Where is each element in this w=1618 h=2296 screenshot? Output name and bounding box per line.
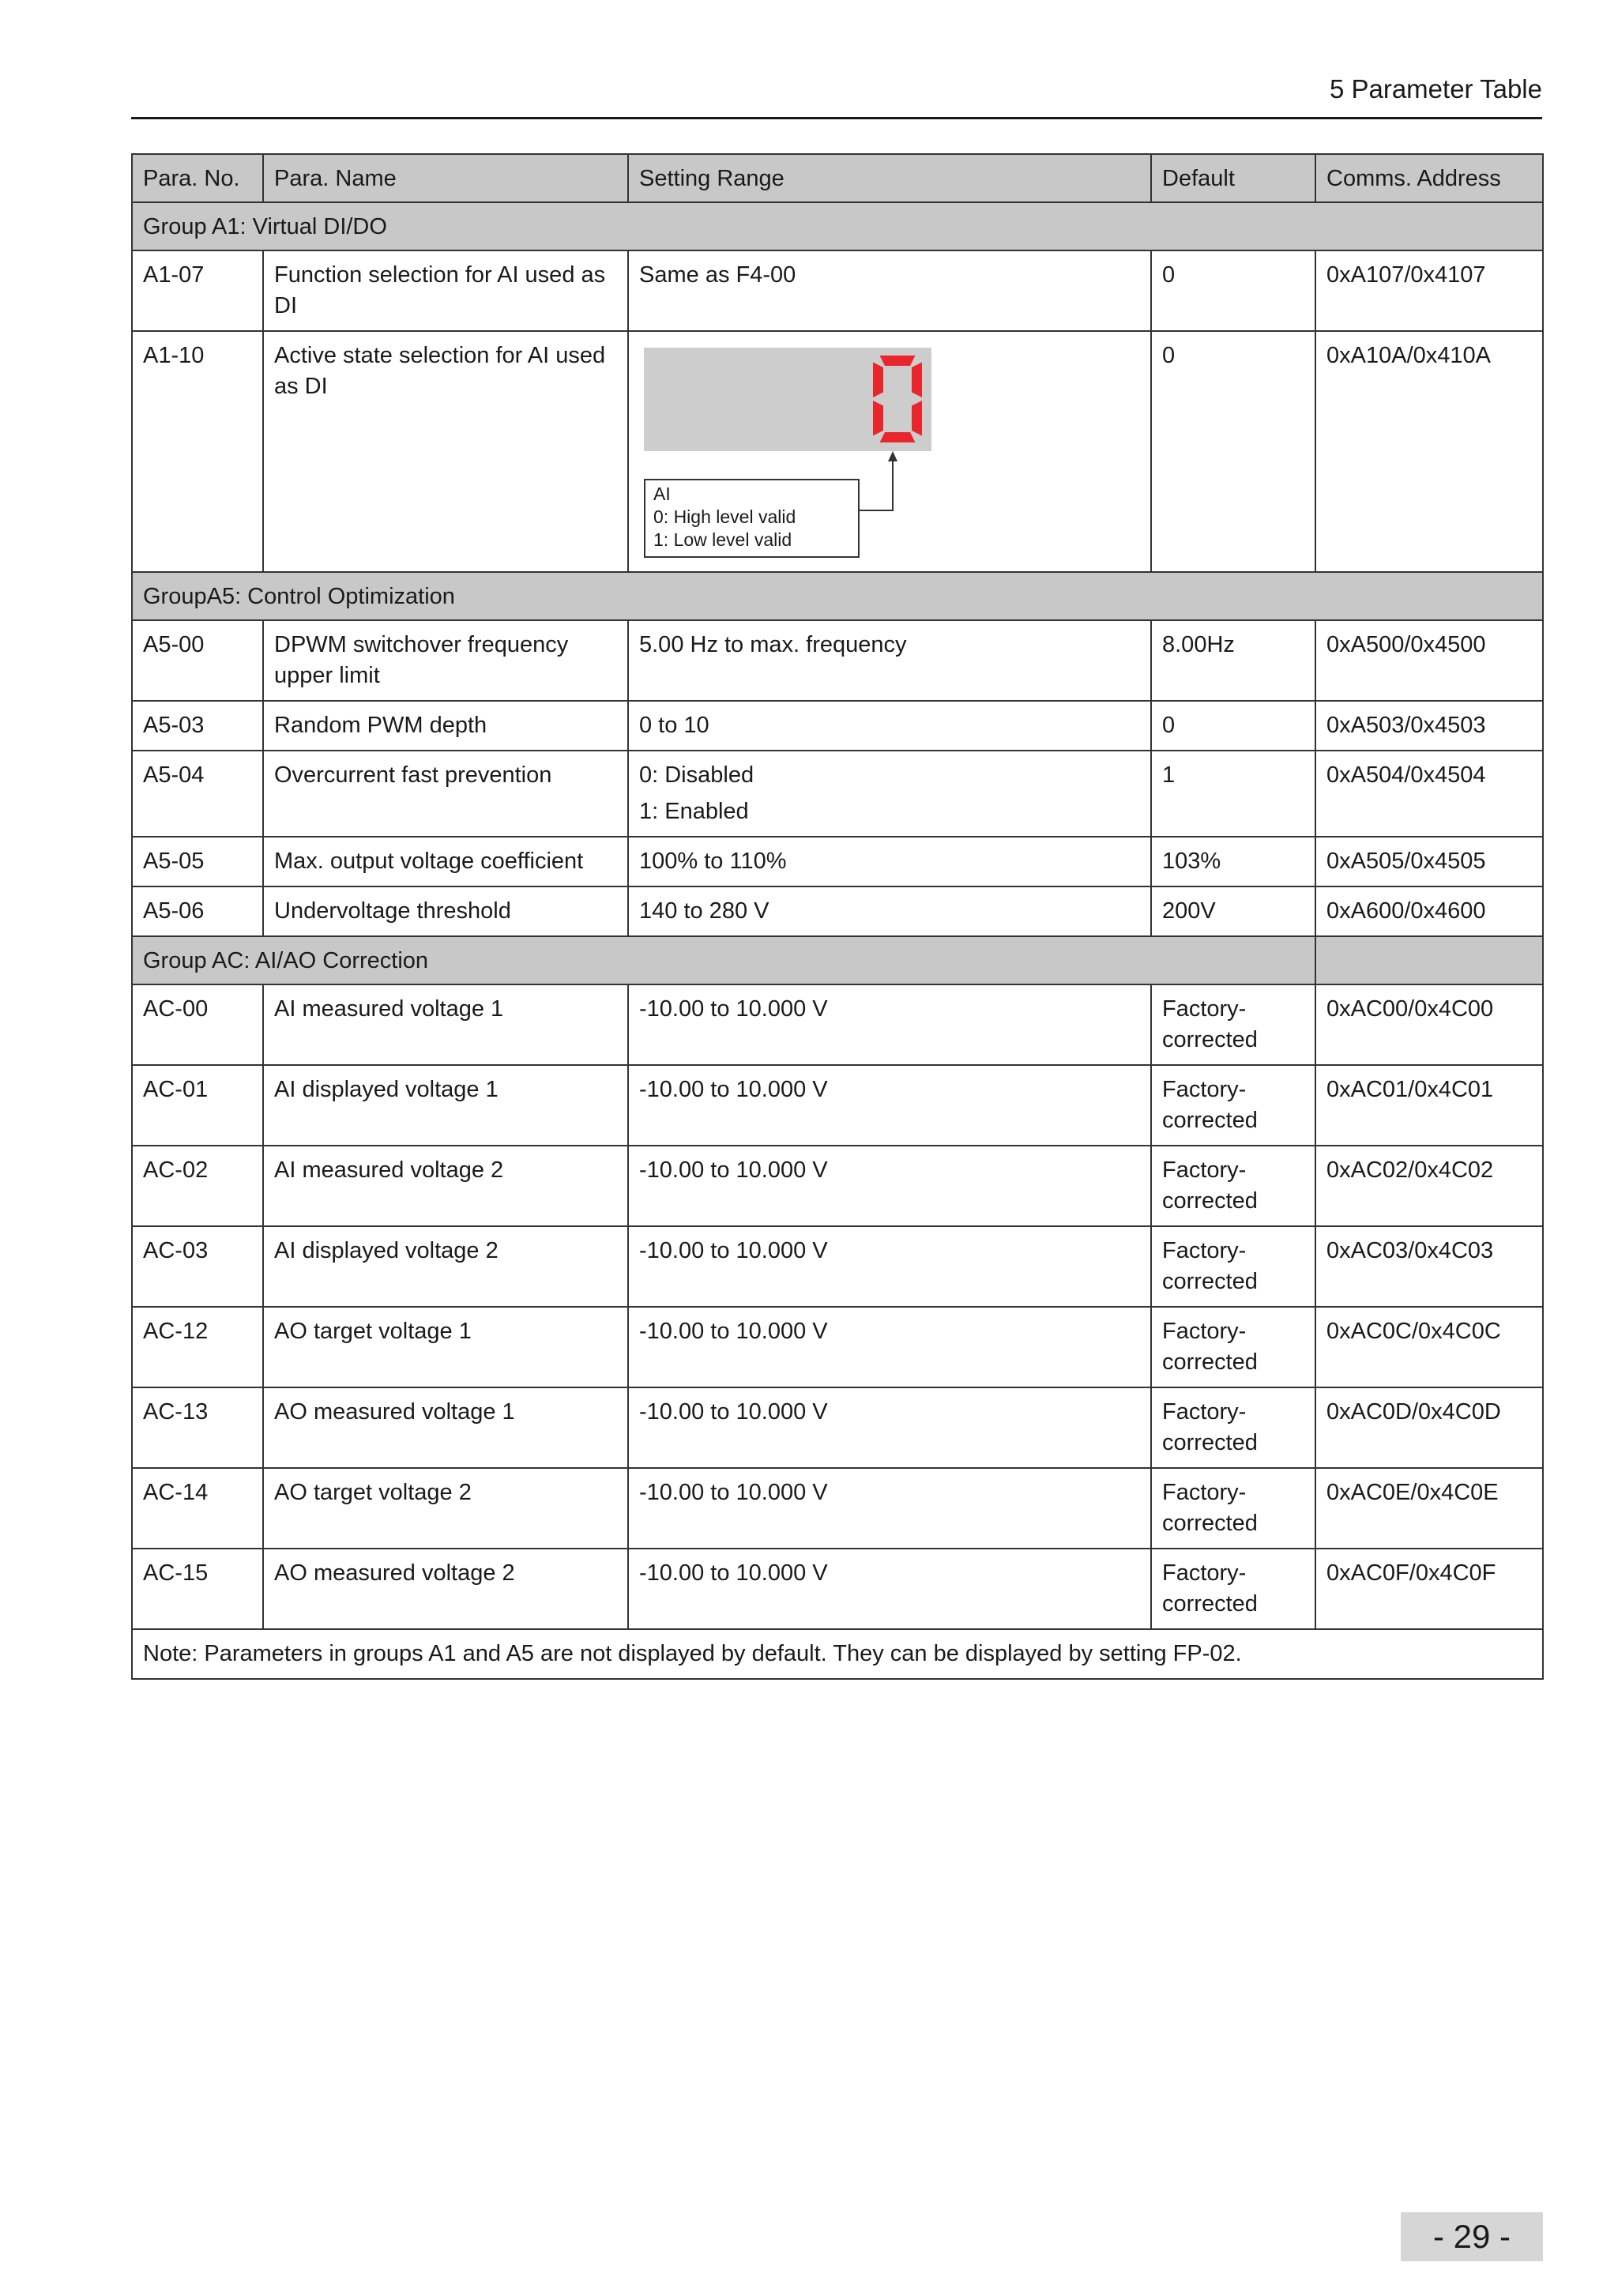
callout-line: 1: Low level valid (653, 529, 792, 550)
default-value: 8.00Hz (1151, 620, 1315, 701)
para-name: AO measured voltage 1 (263, 1387, 628, 1468)
table-row (132, 1307, 1543, 1387)
table-row (132, 1146, 1543, 1226)
group-row-a5 (132, 572, 1543, 620)
column-header: Comms. Address (1315, 154, 1543, 202)
para-name: Overcurrent fast prevention (263, 751, 628, 837)
table-row (132, 620, 1543, 701)
comms-address: 0xA500/0x4500 (1315, 620, 1543, 701)
parameter-table (131, 153, 1544, 1680)
comms-address: 0xAC03/0x4C03 (1315, 1226, 1543, 1307)
para-no: AC-14 (132, 1468, 263, 1549)
callout-line: 0: High level valid (653, 506, 796, 527)
table-header-row (132, 154, 1543, 202)
column-header: Para. Name (263, 154, 628, 202)
para-no: AC-00 (132, 984, 263, 1065)
table-row (132, 1468, 1543, 1549)
table-row (132, 1065, 1543, 1146)
para-no: AC-15 (132, 1549, 263, 1629)
table-row (132, 1549, 1543, 1629)
header-rule (131, 117, 1542, 119)
para-name: AI displayed voltage 2 (263, 1226, 628, 1307)
comms-address: 0xA503/0x4503 (1315, 701, 1543, 751)
comms-address: 0xAC0D/0x4C0D (1315, 1387, 1543, 1468)
group-row-ac (132, 936, 1543, 984)
column-header: Default (1151, 154, 1315, 202)
comms-address: 0xA505/0x4505 (1315, 837, 1543, 886)
setting-range: -10.00 to 10.000 V (628, 984, 1151, 1065)
para-no: AC-13 (132, 1387, 263, 1468)
callout-box (644, 479, 860, 558)
setting-range (628, 751, 1151, 837)
para-name: AO measured voltage 2 (263, 1549, 628, 1629)
table-row (132, 331, 1543, 572)
table-row (132, 250, 1543, 331)
comms-address: 0xAC02/0x4C02 (1315, 1146, 1543, 1226)
setting-range: Same as F4-00 (628, 250, 1151, 331)
para-name: AO target voltage 2 (263, 1468, 628, 1549)
group-label: Group AC: AI/AO Correction (132, 936, 1315, 984)
default-value: Factory-corrected (1151, 1468, 1315, 1549)
callout-line: AI (653, 484, 671, 504)
para-no: A5-00 (132, 620, 263, 701)
para-no: AC-01 (132, 1065, 263, 1146)
comms-address: 0xA600/0x4600 (1315, 886, 1543, 936)
table-row (132, 1226, 1543, 1307)
para-name: AO target voltage 1 (263, 1307, 628, 1387)
comms-address: 0xAC0C/0x4C0C (1315, 1307, 1543, 1387)
setting-range: -10.00 to 10.000 V (628, 1226, 1151, 1307)
comms-address: 0xAC00/0x4C00 (1315, 984, 1543, 1065)
comms-address: 0xAC01/0x4C01 (1315, 1065, 1543, 1146)
para-name: AI measured voltage 2 (263, 1146, 628, 1226)
setting-range: -10.00 to 10.000 V (628, 1468, 1151, 1549)
comms-address: 0xAC0E/0x4C0E (1315, 1468, 1543, 1549)
setting-range (628, 331, 1151, 572)
default-value: 200V (1151, 886, 1315, 936)
range-option: 1: Enabled (639, 799, 749, 824)
setting-range: -10.00 to 10.000 V (628, 1065, 1151, 1146)
default-value: 103% (1151, 837, 1315, 886)
default-value: 0 (1151, 701, 1315, 751)
comms-address: 0xA504/0x4504 (1315, 751, 1543, 837)
para-name: AI displayed voltage 1 (263, 1065, 628, 1146)
table-row (132, 886, 1543, 936)
range-option: 0: Disabled (639, 762, 754, 788)
para-no: A1-07 (132, 250, 263, 331)
default-value: Factory-corrected (1151, 1226, 1315, 1307)
group-label: GroupA5: Control Optimization (132, 572, 1543, 620)
note-row (132, 1629, 1543, 1679)
para-name: DPWM switchover frequency upper limit (263, 620, 628, 701)
default-value: Factory-corrected (1151, 984, 1315, 1065)
para-name: Max. output voltage coefficient (263, 837, 628, 886)
group-label-blank (1315, 936, 1543, 984)
default-value: Factory-corrected (1151, 1065, 1315, 1146)
para-name: Active state selection for AI used as DI (263, 331, 628, 572)
table-row (132, 701, 1543, 751)
setting-range: -10.00 to 10.000 V (628, 1307, 1151, 1387)
setting-range: 0 to 10 (628, 701, 1151, 751)
default-value: 1 (1151, 751, 1315, 837)
table-row (132, 837, 1543, 886)
setting-range: 5.00 Hz to max. frequency (628, 620, 1151, 701)
default-value: Factory-corrected (1151, 1146, 1315, 1226)
default-value: 0 (1151, 331, 1315, 572)
display-diagram (639, 341, 939, 554)
default-value: Factory-corrected (1151, 1549, 1315, 1629)
setting-range: -10.00 to 10.000 V (628, 1146, 1151, 1226)
page-number: - 29 - (1401, 2212, 1543, 2261)
table-row (132, 751, 1543, 837)
setting-range: -10.00 to 10.000 V (628, 1549, 1151, 1629)
para-no: A5-03 (132, 701, 263, 751)
comms-address: 0xAC0F/0x4C0F (1315, 1549, 1543, 1629)
table-note: Note: Parameters in groups A1 and A5 are not displayed by default. They can be displayed by setting FP-02. (132, 1629, 1543, 1679)
group-row-a1 (132, 202, 1543, 250)
para-name: Function selection for AI used as DI (263, 250, 628, 331)
group-label: Group A1: Virtual DI/DO (132, 202, 1543, 250)
para-name: AI measured voltage 1 (263, 984, 628, 1065)
column-header: Setting Range (628, 154, 1151, 202)
table-row (132, 1387, 1543, 1468)
comms-address: 0xA10A/0x410A (1315, 331, 1543, 572)
para-no: A1-10 (132, 331, 263, 572)
comms-address: 0xA107/0x4107 (1315, 250, 1543, 331)
para-no: AC-12 (132, 1307, 263, 1387)
setting-range: 140 to 280 V (628, 886, 1151, 936)
para-no: AC-02 (132, 1146, 263, 1226)
para-no: A5-04 (132, 751, 263, 837)
default-value: Factory-corrected (1151, 1307, 1315, 1387)
para-no: A5-06 (132, 886, 263, 936)
table-row (132, 984, 1543, 1065)
column-header: Para. No. (132, 154, 263, 202)
default-value: 0 (1151, 250, 1315, 331)
page-header-title: 5 Parameter Table (1329, 74, 1542, 104)
para-no: A5-05 (132, 837, 263, 886)
setting-range: 100% to 110% (628, 837, 1151, 886)
para-no: AC-03 (132, 1226, 263, 1307)
para-name: Undervoltage threshold (263, 886, 628, 936)
default-value: Factory-corrected (1151, 1387, 1315, 1468)
setting-range: -10.00 to 10.000 V (628, 1387, 1151, 1468)
para-name: Random PWM depth (263, 701, 628, 751)
